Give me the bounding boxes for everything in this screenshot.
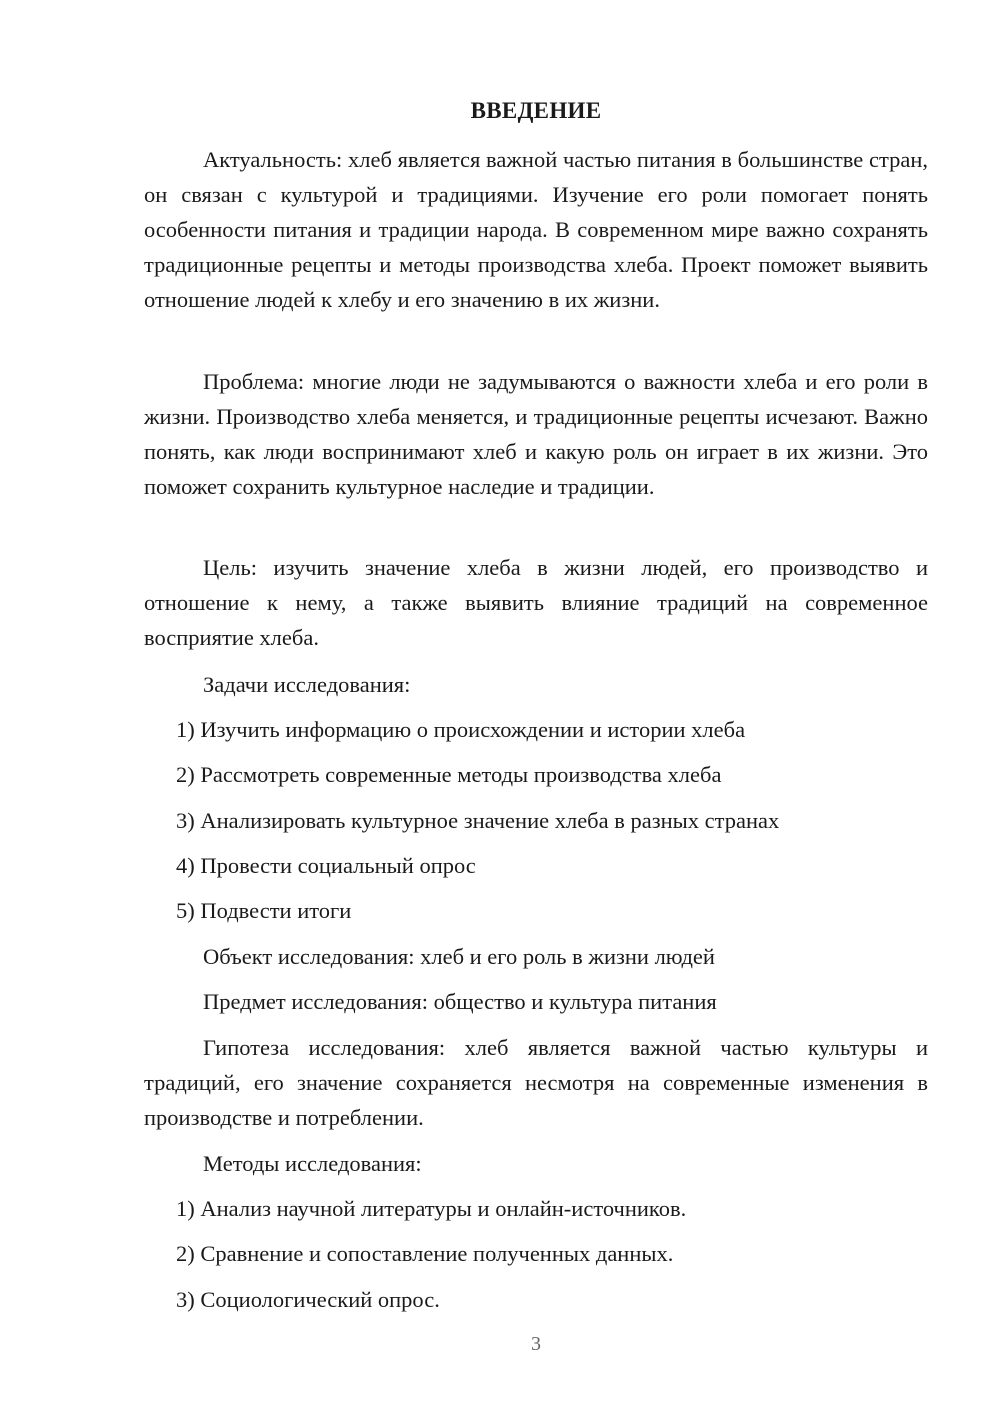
method-item-3: 3) Социологический опрос. [176,1287,440,1312]
task-item-3: 3) Анализировать культурное значение хлеба в разных странах [176,808,780,833]
hypothesis-paragraph: Гипотеза исследования: хлеб является важной частью культуры и традиций, его значение сохраняется несмотря на современные изменения в производстве и потреблении. [144,1035,928,1130]
problem-paragraph: Проблема: многие люди не задумываются о важности хлеба и его роли в жизни. Производство хлеба меняется, и традиционные рецепты исчезают. Важно понять, как люди воспринимают хлеб и какую роль он играет в их жизни. Это поможет сохранить культурное наследие и традиции. [144,369,928,499]
tasks-heading: Задачи исследования: [203,672,411,697]
task-item-2: 2) Рассмотреть современные методы производства хлеба [176,762,722,787]
document-page [144,0,928,1414]
task-item-4: 4) Провести социальный опрос [176,853,476,878]
goal-paragraph: Цель: изучить значение хлеба в жизни людей, его производство и отношение к нему, а также выявить влияние традиций на современное восприятие хлеба. [144,555,928,650]
relevance-paragraph: Актуальность: хлеб является важной частью питания в большинстве стран, он связан с культурой и традициями. Изучение его роли помогает понять особенности питания и традиции народа. В современном мире важно сохранять традиционные рецепты и методы производства хлеба. Проект поможет выявить отношение людей к хлебу и его значению в их жизни. [144,147,928,312]
task-item-5: 5) Подвести итоги [176,898,352,923]
research-subject: Предмет исследования: общество и культура питания [203,989,717,1014]
page-title: ВВЕДЕНИЕ [470,98,602,123]
methods-heading: Методы исследования: [203,1151,422,1176]
research-object: Объект исследования: хлеб и его роль в жизни людей [203,944,715,969]
page-number: 3 [531,1333,541,1355]
method-item-1: 1) Анализ научной литературы и онлайн-источников. [176,1196,687,1221]
method-item-2: 2) Сравнение и сопоставление полученных данных. [176,1241,674,1266]
task-item-1: 1) Изучить информацию о происхождении и истории хлеба [176,717,746,742]
